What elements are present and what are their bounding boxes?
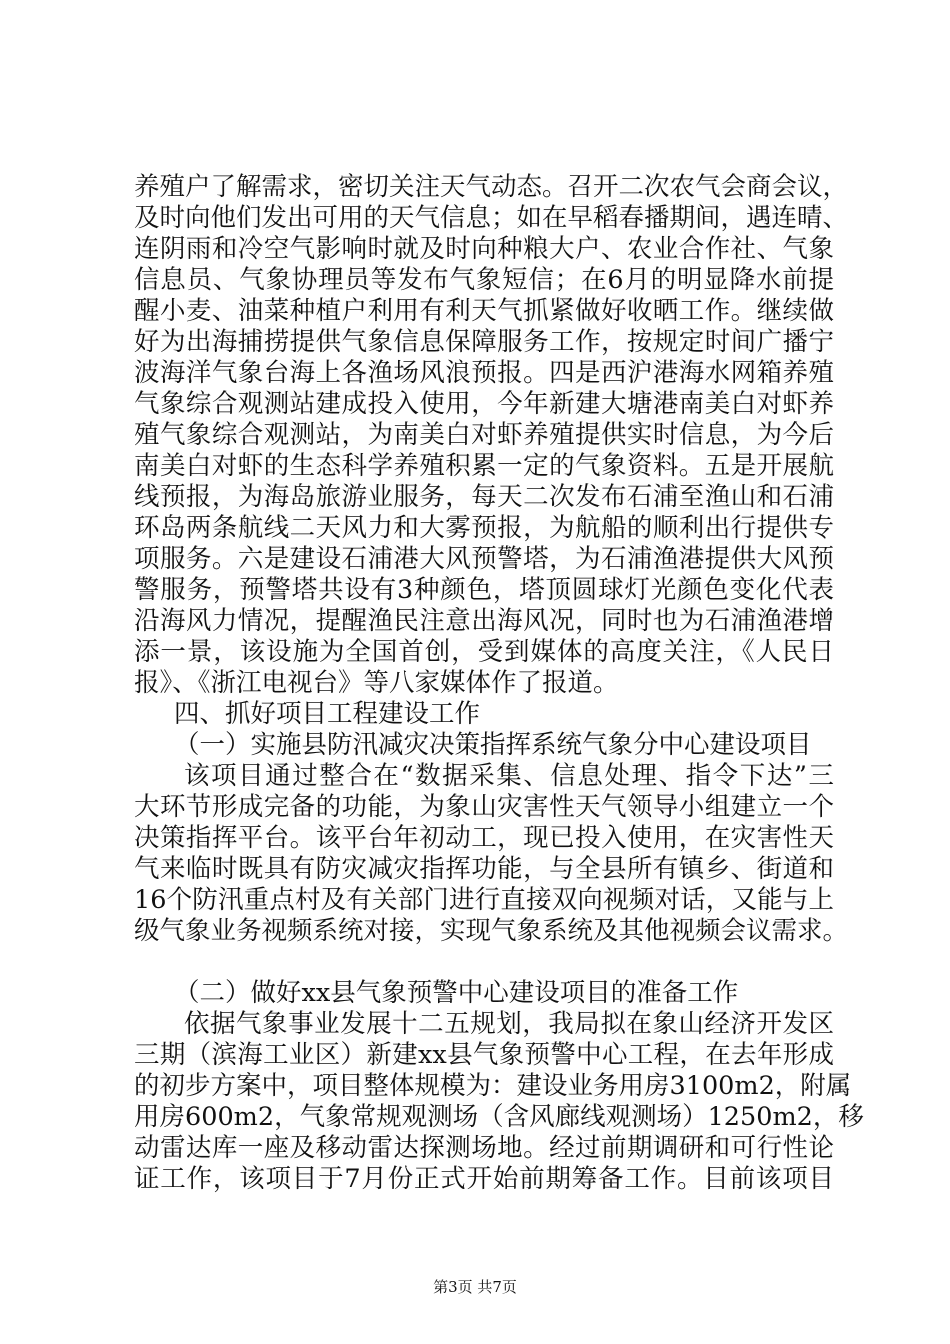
body-line: 醒小麦、油菜种植户利用有利天气抓紧做好收晒工作。继续做: [134, 296, 834, 326]
body-line: 波海洋气象台海上各渔场风浪预报。四是西沪港海水网箱养殖: [134, 358, 834, 388]
body-line: 级气象业务视频系统对接，实现气象系统及其他视频会议需求。: [134, 916, 849, 946]
subsection-heading: （一）实施县防汛减灾决策指挥系统气象分中心建设项目: [174, 730, 812, 760]
body-line: 的初步方案中，项目整体规模为：建设业务用房3100m2，附属: [134, 1071, 852, 1101]
body-line: 报》、《浙江电视台》等八家媒体作了报道。: [134, 668, 619, 698]
body-line: 16个防汛重点村及有关部门进行直接双向视频对话，又能与上: [134, 885, 834, 915]
body-line: 气来临时既具有防灾减灾指挥功能，与全县所有镇乡、街道和: [134, 854, 834, 884]
subsection-heading: （二）做好xx县气象预警中心建设项目的准备工作: [174, 978, 739, 1008]
body-line: 该项目通过整合在“数据采集、信息处理、指令下达”三: [184, 761, 834, 791]
body-line: 依据气象事业发展十二五规划，我局拟在象山经济开发区: [184, 1009, 834, 1039]
body-line: 南美白对虾的生态科学养殖积累一定的气象资料。五是开展航: [134, 451, 834, 481]
body-line: 连阴雨和冷空气影响时就及时向种粮大户、农业合作社、气象: [134, 234, 834, 264]
body-line: 及时向他们发出可用的天气信息；如在早稻春播期间，遇连晴、: [134, 203, 849, 233]
body-line: 项服务。六是建设石浦港大风预警塔，为石浦渔港提供大风预: [134, 544, 834, 574]
page-footer: 第3页 共7页: [433, 1278, 517, 1296]
body-line: 添一景，该设施为全国首创，受到媒体的高度关注，《人民日: [134, 637, 834, 667]
body-line: 决策指挥平台。该平台年初动工，现已投入使用，在灾害性天: [134, 823, 834, 853]
body-line: 大环节形成完备的功能，为象山灾害性天气领导小组建立一个: [134, 792, 834, 822]
body-line: 警服务，预警塔共设有3种颜色，塔顶圆球灯光颜色变化代表: [134, 575, 834, 605]
body-line: 信息员、气象协理员等发布气象短信；在6月的明显降水前提: [134, 265, 834, 295]
body-line: 三期（滨海工业区）新建xx县气象预警中心工程，在去年形成: [134, 1040, 834, 1070]
body-line: 气象综合观测站建成投入使用，今年新建大塘港南美白对虾养: [134, 389, 834, 419]
body-line: 证工作，该项目于7月份正式开始前期筹备工作。目前该项目: [134, 1164, 834, 1194]
body-line: 线预报，为海岛旅游业服务，每天二次发布石浦至渔山和石浦: [134, 482, 834, 512]
body-line: 用房600m2，气象常规观测场（含风廊线观测场）1250m2，移: [134, 1102, 864, 1132]
body-line: 环岛两条航线二天风力和大雾预报，为航船的顺利出行提供专: [134, 513, 834, 543]
body-line: 好为出海捕捞提供气象信息保障服务工作，按规定时间广播宁: [134, 327, 834, 357]
body-line: 养殖户了解需求，密切关注天气动态。召开二次农气会商会议，: [134, 172, 849, 202]
body-line: 殖气象综合观测站，为南美白对虾养殖提供实时信息，为今后: [134, 420, 834, 450]
section-heading: 四、抓好项目工程建设工作: [174, 699, 481, 729]
body-line: 动雷达库一座及移动雷达探测场地。经过前期调研和可行性论: [134, 1133, 834, 1163]
body-line: 沿海风力情况，提醒渔民注意出海风况，同时也为石浦渔港增: [134, 606, 834, 636]
